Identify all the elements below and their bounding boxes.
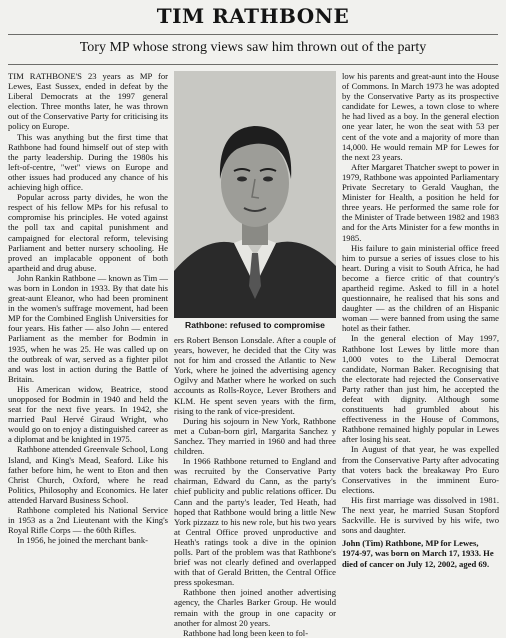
paragraph: Popular across party divides, he won the respect of his fellow MPs for his refusal to compromise his principles. He voted against the poll tax and capital punishment and campaigned for electoral reform, televising Parliament and better nursery schooling. He proved an implacable opponent of both apartheid and drug abuse. xyxy=(8,192,168,273)
paragraph: Rathbone attended Greenvale School, Long Island, and King's Mead, Seaford. Like his father before him, he went to Eton and then Christ Church, Oxford, where he read Politics, Philosophy and Economics. He later attended Harvard Business School. xyxy=(8,444,168,505)
portrait-photo xyxy=(174,71,336,318)
paragraph: His failure to gain ministerial office freed him to pursue a series of issues close to his heart. During a visit to South Africa, he had become a fierce critic of that country's apartheid regime. Asked to fill in a hotel questionnaire, he realised that his sons and daughter — as the children of an Hispanic woman — were banned from using the same hotel as their father. xyxy=(342,242,499,334)
paragraph: low his parents and great-aunt into the House of Commons. In March 1973 he was adopted by the Conservative Party as its prospective candidate for Lewes, a town close to where he had lived as a boy. In the general election one year later, he won the seat with 53 per cent of the vote and a majority of more than 14,000. He would remain MP for Lewes for the next 23 years. xyxy=(342,71,499,162)
paragraph: Rathbone had long been keen to fol- xyxy=(183,627,309,638)
obituary-tagline: John (Tim) Rathbone, MP for Lewes, 1974-97, was born on March 17, 1933. He died of cancer on July 12, 2002, aged 69. xyxy=(342,538,494,569)
paragraph: In 1956, he joined the merchant bank- xyxy=(17,535,149,546)
portrait-illustration xyxy=(174,71,336,318)
paragraph: In 1966 Rathbone returned to England and was recruited by the Conservative Party chairman, Edward du Cann, as the party's chief publicity and public relations officer. Du Cann and the party's leader, Ted Heath, had hoped that Rathbone would bring a little New York pizzazz to his new role, but his two years at Central Office proved unproductive and Heath's ratings took a dive in the opinion polls. Part of the problem was that Rathbone's brief was not clearly defined and overlapped with that of Gerald Britten, the Central Office press spokesman. xyxy=(174,456,336,588)
paragraph: Rathbone completed his National Service in 1953 as a 2nd Lieutenant with the King's Royal Rifle Corps — the 60th Rifles. xyxy=(8,505,168,536)
paragraph: This was anything but the first time that Rathbone had found himself out of step with the party leadership. During the 1980s his left-of-centre, "wet" views on Europe and other issues had produced any chance of his achieving high office. xyxy=(8,131,168,193)
column-2 xyxy=(174,335,336,638)
headline: TIM RATHBONE xyxy=(156,4,350,28)
paragraph: Rathbone then joined another advertising agency, the Charles Barker Group. He would remain with the group in one capacity or another for almost 20 years. xyxy=(174,587,336,628)
column-3 xyxy=(342,71,499,571)
paragraph: John Rankin Rathbone — known as Tim — was born in London in 1933. By that date his great-aunt Eleanor, who had been prominent in the women's suffrage movement, had been MP for the Combined English Universities for four years. His father — also John — entered Parliament as the member for Bodmin in 1935, when he was 25. He was called up on the outbreak of war, served as a fighter pilot and was lost in action during the Battle of Britain. xyxy=(8,272,168,384)
paragraph: In the general election of May 1997, Rathbone lost Lewes by little more than 1,000 votes to the Liberal Democrat candidate, Norman Baker. Recognising that the electorate had rejected the Conservative Party rather than just him, he accepted the defeat with dignity. Although some constituents had grumbled about his effectiveness in the House of Commons, Rathbone remained highly popular in Lewes after losing his seat. xyxy=(342,333,499,445)
paragraph: His first marriage was dissolved in 1981. The next year, he married Susan Stopford Sackville. He is survived by his wife, two sons and daughter. xyxy=(342,494,499,536)
paragraph: ers Robert Benson Lonsdale. After a couple of years, however, he decided that the City was not for him and crossed the Atlantic to New York, where he joined the advertising agency Ogilvy and Mather where he worked on such accounts as Rolls-Royce, Lever Brothers and KLM. He spent seven years with the firm, rising to the rank of vice-president. xyxy=(174,335,336,416)
divider xyxy=(8,64,498,65)
column-1 xyxy=(8,71,168,571)
subhead: Tory MP whose strong views saw him thrown out of the party xyxy=(79,40,427,55)
photo-caption: Rathbone: refused to compromise xyxy=(185,320,325,330)
divider xyxy=(8,34,498,35)
paragraph: During his sojourn in New York, Rathbone met a Cuban-born girl, Margarita Sanchez y Sanchez. They married in 1960 and had three children. xyxy=(174,415,336,457)
paragraph: After Margaret Thatcher swept to power in 1979, Rathbone was appointed Parliamentary Private Secretary to Gerald Vaughan, the Minister for Health, a position he held for three years. He performed the same role for the Minister of Trade between 1982 and 1983 and for the Arts Minister for a few months in 1985. xyxy=(342,161,499,243)
paragraph: In August of that year, he was expelled from the Conservative Party after advocating that voters back the breakaway Pro Euro Conservatives in the imminent Euro-elections. xyxy=(342,444,499,495)
paragraph: His American widow, Beatrice, stood unopposed for Bodmin in 1940 and held the seat for the next five years. In 1942, she married Paul Hervé Giraud Wright, who would go on to enjoy a distinguished career as a diplomat and be knighted in 1975. xyxy=(8,383,168,445)
paragraph: TIM RATHBONE'S 23 years as MP for Lewes, East Sussex, ended in defeat by the Liberal Democrats at the 1997 general election. Three months later, he was thrown out of the Conservative Party for criticising its policy on Europe. xyxy=(8,71,168,132)
